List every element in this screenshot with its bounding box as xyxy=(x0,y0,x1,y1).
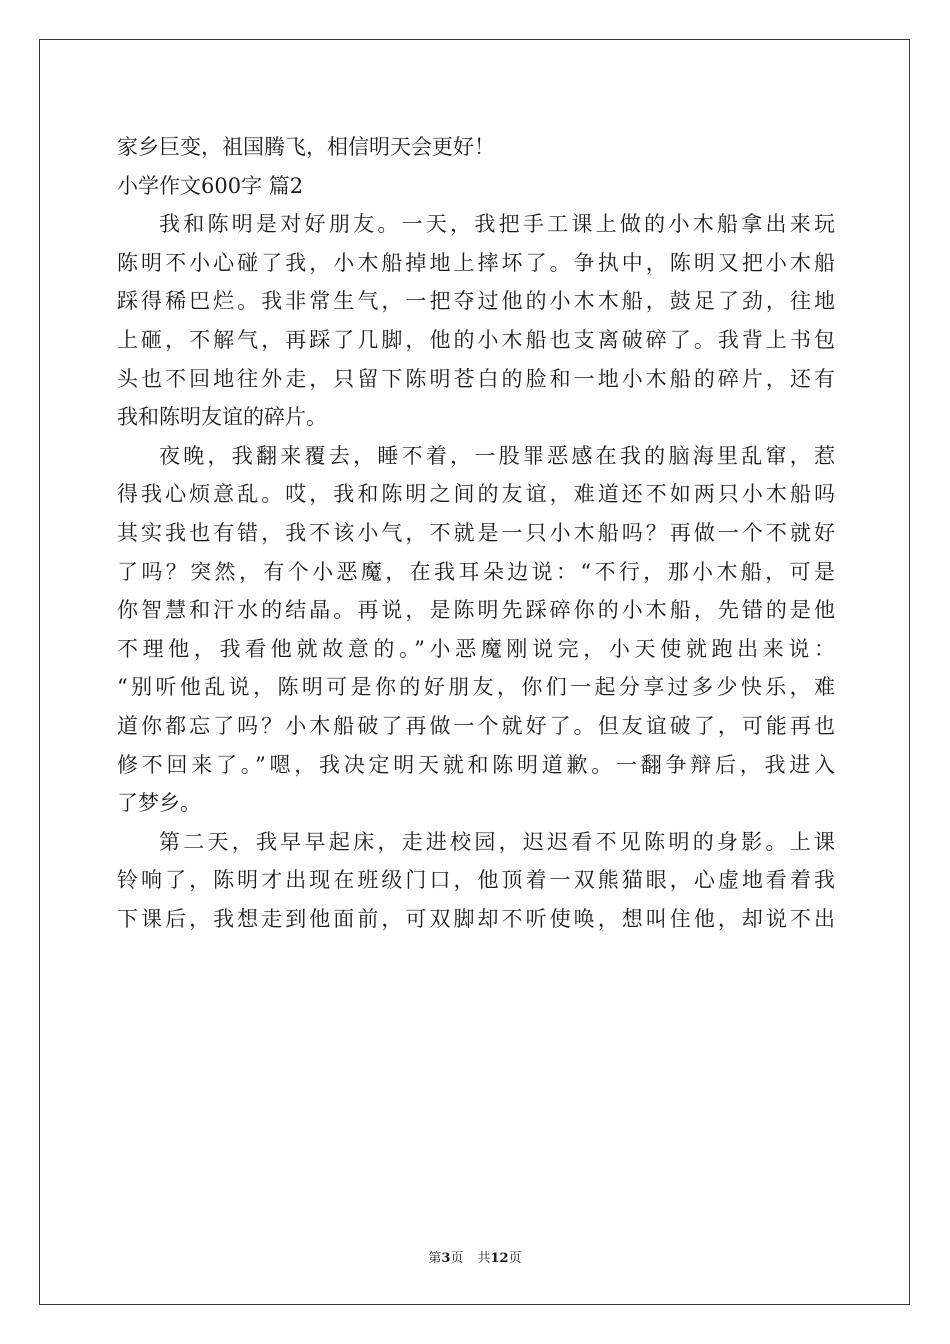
text-line: 修不回来了。”嗯，我决定明天就和陈明道歉。一翻争辩后，我进入 xyxy=(117,752,835,777)
text-line: 其实我也有错，我不该小气，不就是一只小木船吗？再做一个不就好 xyxy=(117,520,835,545)
footer-page-prefix: 第 xyxy=(428,1251,442,1266)
footer-total-number: 12 xyxy=(490,1251,509,1266)
footer-page-suffix: 页 xyxy=(450,1251,464,1266)
text-line: 头也不回地往外走，只留下陈明苍白的脸和一地小木船的碎片，还有 xyxy=(117,366,835,391)
footer-page-number: 3 xyxy=(441,1251,451,1266)
footer-total-prefix: 共 xyxy=(477,1251,491,1266)
text-line: 不理他，我看他就故意的。”小恶魔刚说完，小天使就跑出来说： xyxy=(117,636,835,661)
text-line: 小学作文600字 篇2 xyxy=(117,173,304,198)
text-line: 得我心烦意乱。哎，我和陈明之间的友谊，难道还不如两只小木船吗 xyxy=(117,482,835,507)
text-line: “别听他乱说，陈明可是你的好朋友，你们一起分享过多少快乐，难 xyxy=(117,675,835,700)
document-body xyxy=(117,128,835,938)
text-line: 下课后，我想走到他面前，可双脚却不听使唤，想叫住他，却说不出 xyxy=(117,906,835,931)
page-footer xyxy=(0,1247,950,1266)
text-line: 道你都忘了吗？小木船破了再做一个就好了。但友谊破了，可能再也 xyxy=(117,713,835,738)
text-line: 我和陈明是对好朋友。一天，我把手工课上做的小木船拿出来玩 xyxy=(159,212,835,237)
text-line: 铃响了，陈明才出现在班级门口，他顶着一双熊猫眼，心虚地看着我 xyxy=(117,868,835,893)
text-line: 你智慧和汗水的结晶。再说，是陈明先踩碎你的小木船，先错的是他 xyxy=(117,598,835,623)
footer-total-suffix: 页 xyxy=(508,1251,522,1266)
text-line: 踩得稀巴烂。我非常生气，一把夺过他的小木木船，鼓足了劲，往地 xyxy=(117,289,835,314)
text-line: 上砸，不解气，再踩了几脚，他的小木船也支离破碎了。我背上书包 xyxy=(117,327,835,352)
text-line: 了梦乡。 xyxy=(117,791,201,816)
text-line: 家乡巨变，祖国腾飞，相信明天会更好！ xyxy=(117,135,495,159)
text-line: 了吗？突然，有个小恶魔，在我耳朵边说：“不行，那小木船，可是 xyxy=(117,559,835,584)
text-line: 夜晚，我翻来覆去，睡不着，一股罪恶感在我的脑海里乱窜，惹 xyxy=(159,443,835,468)
text-line: 第二天，我早早起床，走进校园，迟迟看不见陈明的身影。上课 xyxy=(159,829,835,854)
text-line: 我和陈明友谊的碎片。 xyxy=(117,405,327,430)
text-line: 陈明不小心碰了我，小木船掉地上摔坏了。争执中，陈明又把小木船 xyxy=(117,250,835,275)
